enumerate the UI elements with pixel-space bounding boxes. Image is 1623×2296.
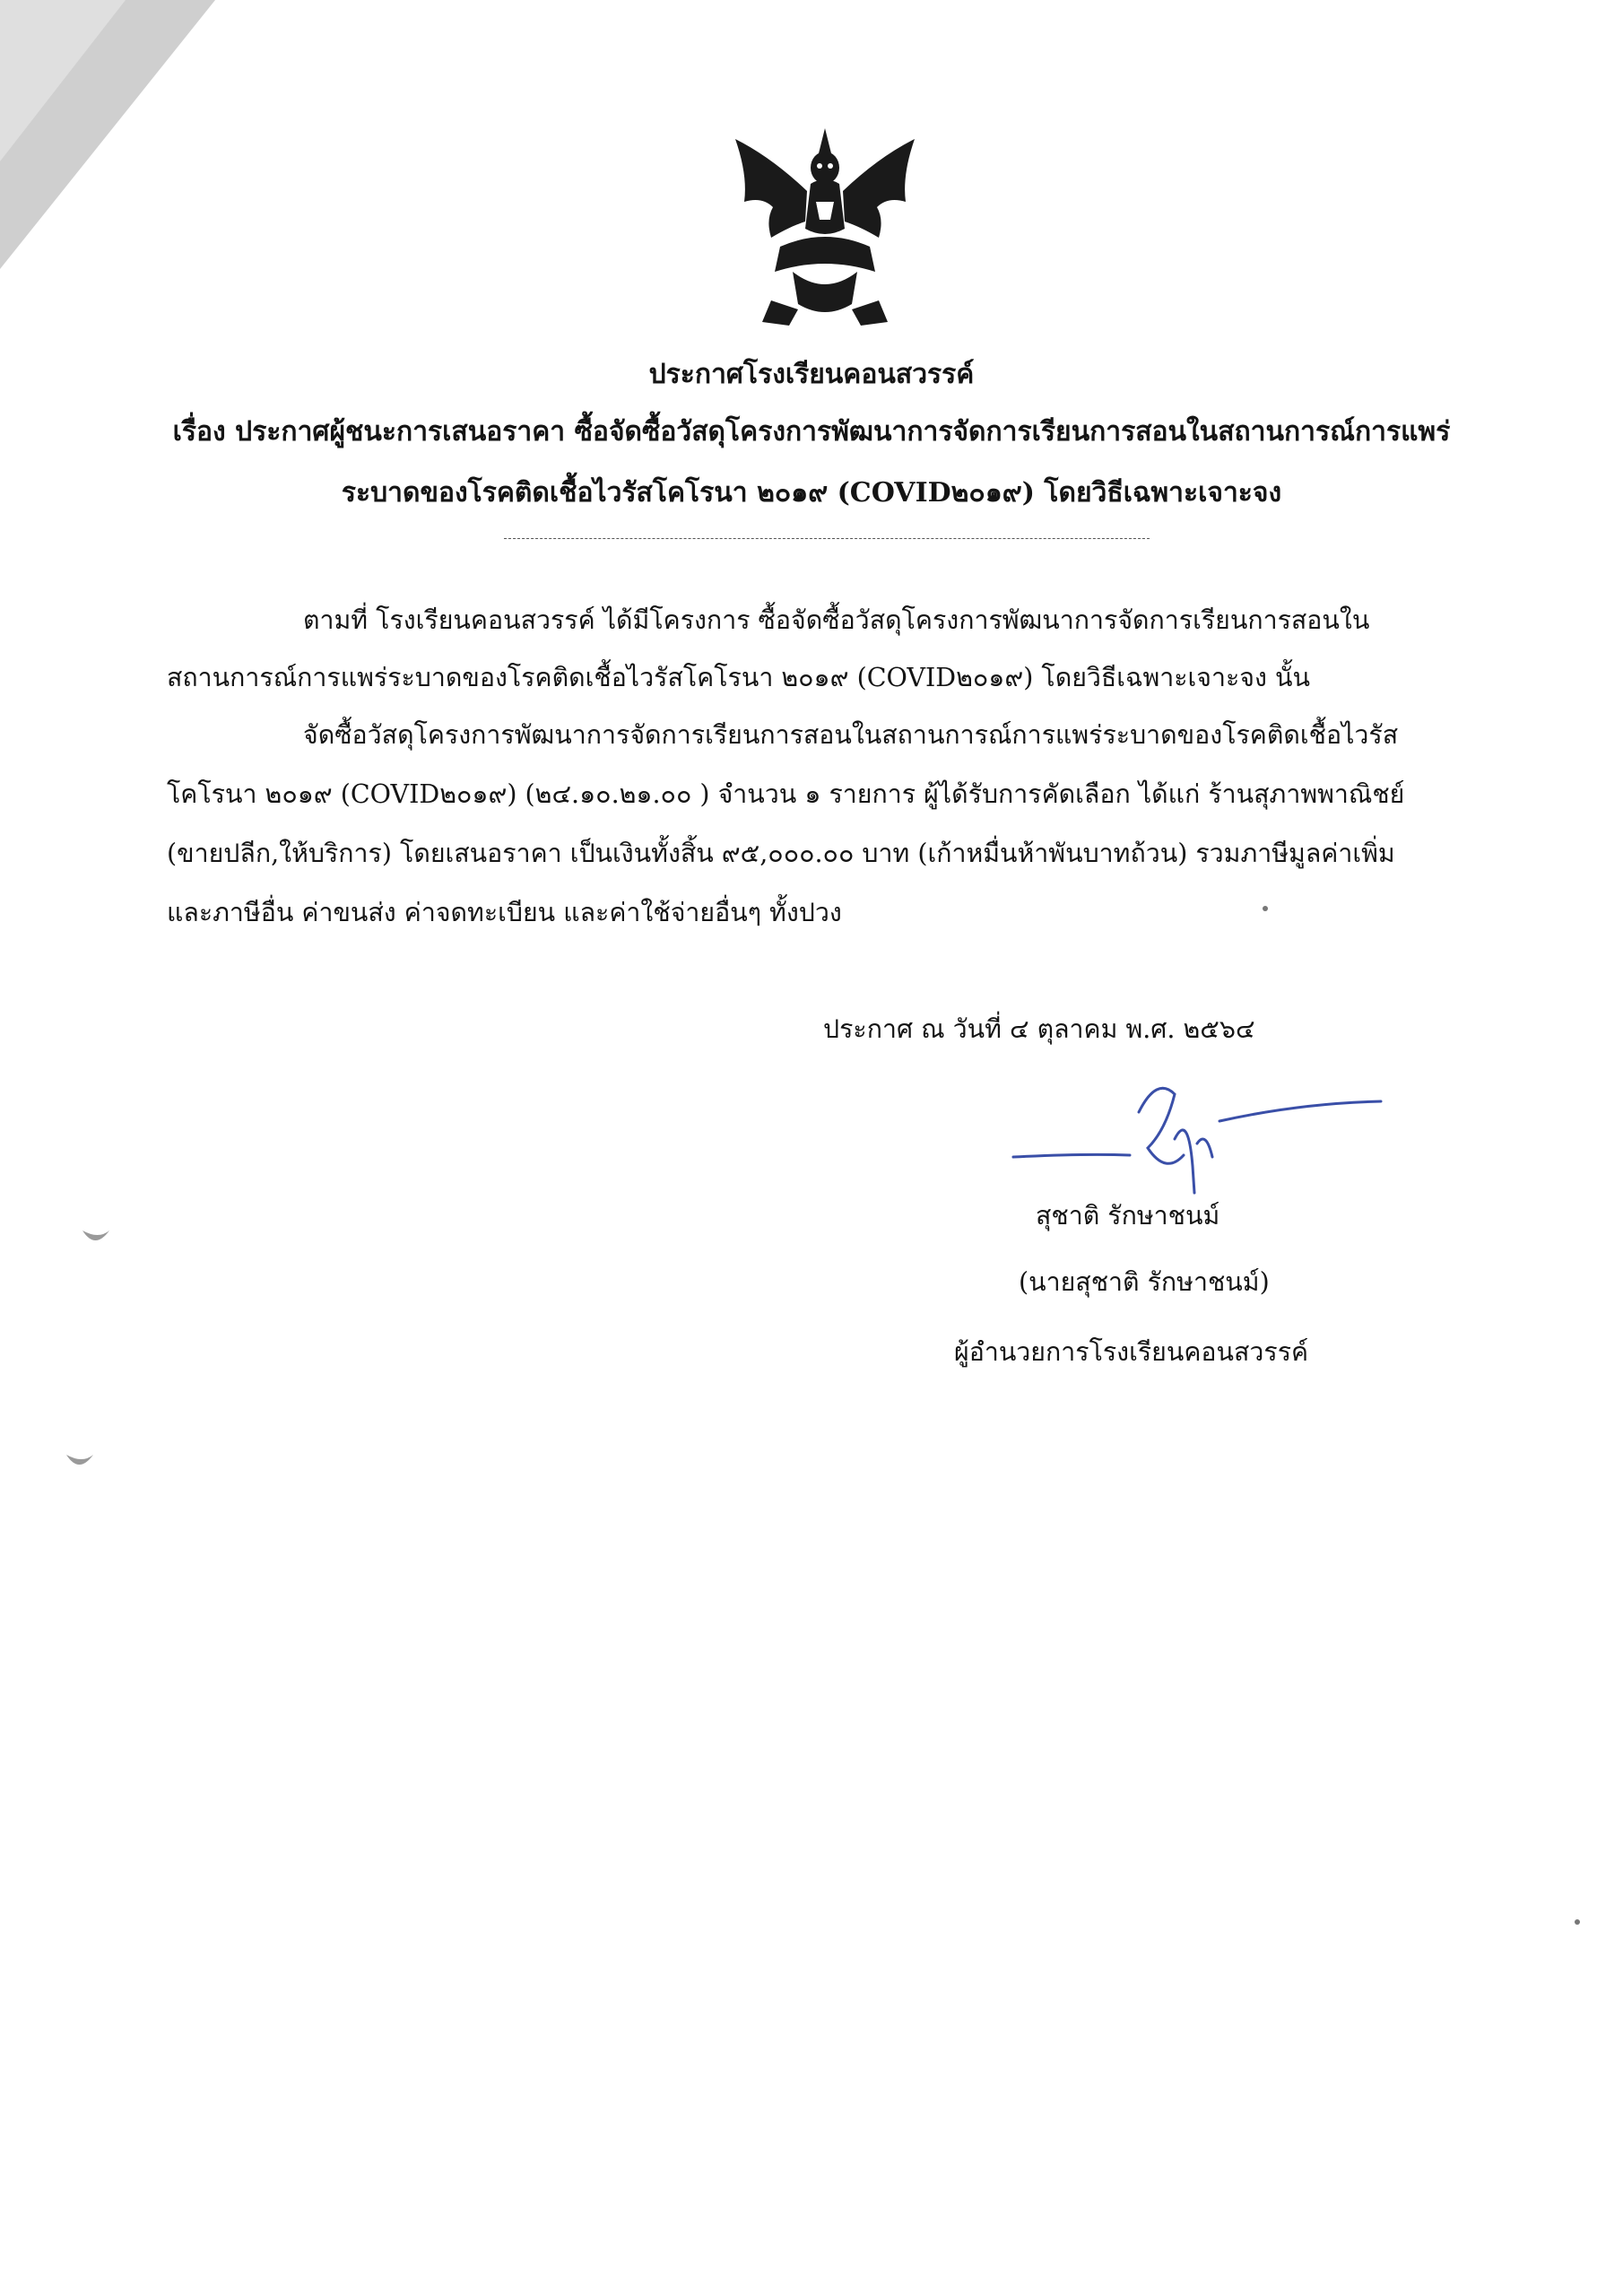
punch-hole-mark [65,1451,95,1471]
separator [504,538,1150,539]
garuda-emblem-icon [717,121,933,336]
body-line-6: และภาษีอื่น ค่าขนส่ง ค่าจดทะเบียน และค่าใช้จ่ายอื่นๆ ทั้งปวง [167,898,842,927]
subject-line-2: ระบาดของโรคติดเชื้อไวรัสโคโรนา ๒๐๑๙ (COVID๒๐๑๙) โดยวิธีเฉพาะเจาะจง [341,477,1282,509]
body-line-5: (ขายปลีก,ให้บริการ) โดยเสนอราคา เป็นเงินทั้งสิ้น ๙๕,๐๐๐.๐๐ บาท (เก้าหมื่นห้าพันบาทถ้วน) รวมภาษีมูลค่าเพิ่ม [167,839,1395,868]
signer-full-name: (นายสุชาติ รักษาชนม์) [1019,1267,1270,1297]
body-line-4: โคโรนา ๒๐๑๙ (COVID๒๐๑๙) (๒๔.๑๐.๒๑.๐๐ ) จำนวน ๑ รายการ ผู้ได้รับการคัดเลือก ได้แก่ ร้านสุภาพพาณิชย์ [167,779,1405,809]
signer-name: สุชาติ รักษาชนม์ [1036,1201,1220,1231]
signer-title: ผู้อำนวยการโรงเรียนคอนสวรรค์ [954,1337,1309,1367]
body-line-2: สถานการณ์การแพร่ระบาดของโรคติดเชื้อไวรัสโคโรนา ๒๐๑๙ (COVID๒๐๑๙) โดยวิธีเฉพาะเจาะจง นั้น [167,663,1310,692]
punch-hole-mark [81,1227,111,1247]
handwritten-signature [1004,1058,1399,1202]
subject-line-1: เรื่อง ประกาศผู้ชนะการเสนอราคา ซื้อจัดซื้อวัสดุโครงการพัฒนาการจัดการเรียนการสอนในสถานการณ์การแพร่ [172,416,1451,448]
announcement-title: ประกาศโรงเรียนคอนสวรรค์ [648,359,975,390]
announcement-date: ประกาศ ณ วันที่ ๔ ตุลาคม พ.ศ. ๒๕๖๔ [823,1014,1255,1044]
body-line-1: ตามที่ โรงเรียนคอนสวรรค์ ได้มีโครงการ ซื้อจัดซื้อวัสดุโครงการพัฒนาการจัดการเรียนการสอนใน [303,605,1370,635]
page-fold-highlight [0,0,126,161]
scan-speck [1575,1919,1580,1925]
body-line-3: จัดซื้อวัสดุโครงการพัฒนาการจัดการเรียนการสอนในสถานการณ์การแพร่ระบาดของโรคติดเชื้อไวรัส [303,720,1399,750]
scan-speck [1263,906,1268,911]
